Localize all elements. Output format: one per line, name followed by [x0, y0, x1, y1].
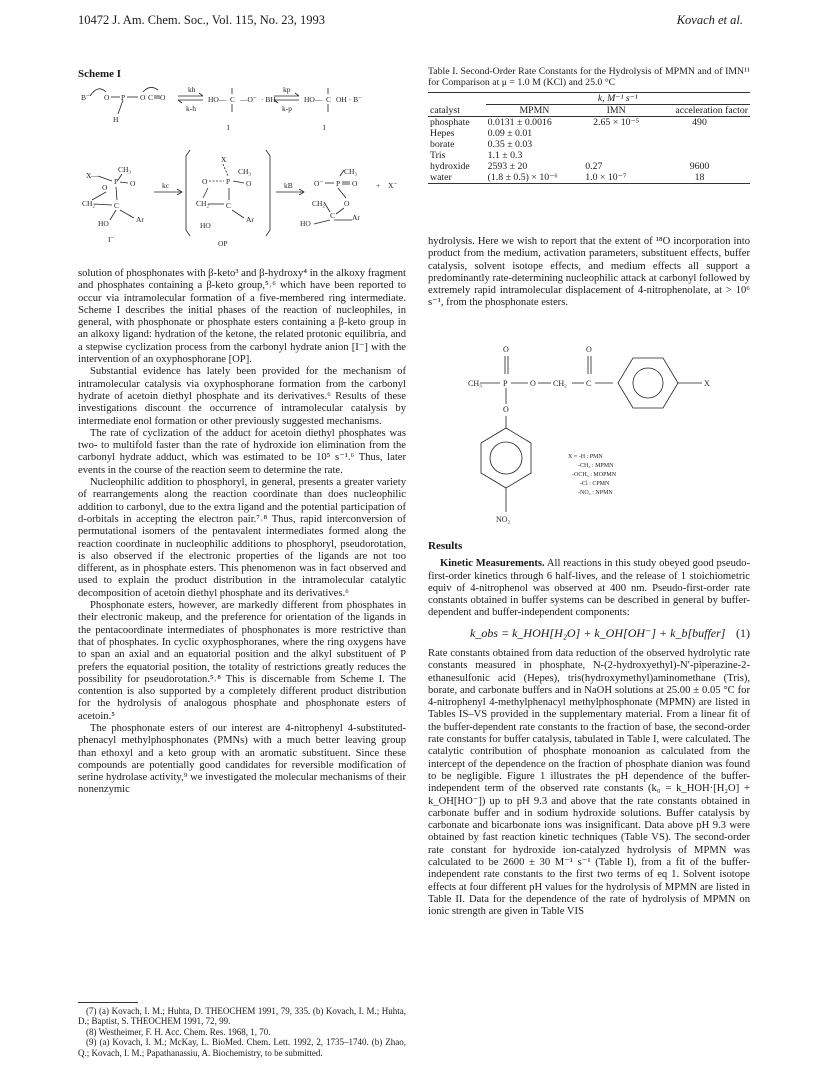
svg-text:C: C [586, 379, 592, 388]
cell: 0.27 [585, 161, 603, 172]
svg-text:CH₃: CH₃ [238, 167, 252, 176]
table-row [428, 117, 750, 129]
svg-text:X: X [221, 155, 227, 164]
svg-text:O: O [352, 179, 358, 188]
paragraph: solution of phosphonates with β-keto³ and β-hydroxy⁴ in the alkoxy fragment and phosphates containing a β-keto group,⁵˒⁶ which have been reported to occur via intramolecular formation of a five-membered ring intermediate. Scheme I describes the initial phases of the reaction of nucleophiles, in general, with phosphonate or phosphate esters containing a β-keto group in an alkoxy ligand: hydration of the ketone, the related protonic equilibria, and a stepwise cyclization process from the carbonyl hydrate anion [I⁻] with the intervention of an oxyphosphorane [OP]. [78, 268, 406, 366]
table-row [428, 139, 750, 150]
cell: 490 [692, 117, 707, 128]
cell: Hepes [430, 128, 455, 139]
cell: 1.1 ± 0.3 [487, 150, 523, 161]
k-minus-h-label: k-h [186, 104, 196, 113]
results-section [428, 540, 750, 620]
svg-text:X: X [704, 379, 710, 388]
scheme-diagram [78, 80, 408, 260]
equation-number: (1) [736, 626, 750, 640]
k-B-label: kB [284, 181, 293, 190]
label-I-2: I [323, 123, 326, 132]
svg-text:HO: HO [98, 219, 109, 228]
svg-text:CH₂: CH₂ [196, 199, 210, 208]
right-column-intro [428, 236, 750, 310]
svg-text:Ar: Ar [246, 215, 254, 224]
cell [649, 128, 750, 139]
svg-text:P: P [503, 379, 508, 388]
table-I [428, 66, 750, 184]
cell [583, 150, 649, 161]
results-heading: Results [428, 540, 463, 552]
paragraph: Phosphonate esters, however, are markedly different from phosphates in their electronic makeup, and the preference for orientation of the ligands in the pentacoordinate intermediates of phosphonates is more restrictive than that of phosphates. In cyclic oxyphosphoranes, where the ring oxygens have to span an axial and an equatorial position and the alkyl substituent of P prefers the equatorial position, the totality of restrictions greatly reduces the possibility for pseudorotation.⁵˒⁸ This is discernable from Scheme I. The contention is also supported by a completely different product distribution for the hydrolysis of analogous phosphate and phosphonate esters of acetoin.⁵ [78, 600, 406, 722]
svg-text:O: O [530, 379, 536, 388]
svg-text:CH₃: CH₃ [344, 167, 358, 176]
scheme-bminus: B⁻ [81, 93, 90, 102]
svg-text:· BH: · BH [261, 95, 276, 104]
cell: 2.65 × 10⁻⁵ [593, 117, 640, 128]
svg-text:HO: HO [200, 221, 211, 230]
cell: 18 [694, 172, 705, 183]
paragraph: The phosphonate esters of our interest are 4-nitrophenyl 4-substituted-phenacyl methylphosphonates (PMNs) with a much better leaving group than ethoxyl and a keto group with an aromatic substituent. Since these compounds are potentially good candidates for reversible modification of serine hydrolase activity,⁹ we investigated the molecular mechanisms of their nonenzymic [78, 722, 406, 796]
table-caption: Table I. Second-Order Rate Constants for the Hydrolysis of MPMN and of IMN¹¹ for Comparison at μ = 1.0 M (KCl) and 25.0 °C [428, 66, 750, 88]
paragraph: Nucleophilic addition to phosphoryl, in general, presents a greater variety of rearrangements along the reaction coordinate than does nucleophilic addition to carbonyl, due to the extra ligand and the potential participation of d-orbitals in accepting the electron pair.⁷˒⁸ Thus, rapid interconversion of permutational isomers of the pentavalent intermediates formed along the reaction coordinate in nucleophilic additions to phosphoryl, pseudorotation, is also observed if the electronic properties of the ligands are not too different, as in phosphate esters. This phenomenon was in fact observed and used to explain the product distribution in the intramolecular catalytic decomposition of acetoin diethyl phosphate and its derivatives.⁶ [78, 477, 406, 599]
kinetic-heading: Kinetic Measurements. [440, 558, 545, 570]
cell: borate [430, 139, 455, 150]
svg-text:H: H [113, 115, 119, 124]
footnote: (9) (a) Kovach, I. M.; McKay, L. BioMed. Chem. Lett. 1992, 2, 1735–1740. (b) Zhao, Q.; Kovach, I. M.; Papathanassiu, A. Biochemistry, to be submitted. [78, 1037, 406, 1058]
svg-text:C: C [148, 93, 154, 102]
table-row [428, 161, 750, 172]
svg-text:O: O [160, 93, 166, 102]
cell: Tris [430, 150, 446, 161]
scheme-title: Scheme I [78, 68, 122, 80]
right-column-body [428, 648, 750, 919]
svg-text:O: O [503, 405, 509, 414]
svg-text:+: + [376, 181, 381, 190]
svg-text:CH₂: CH₂ [82, 199, 96, 208]
svg-text:C: C [330, 211, 336, 220]
running-header [78, 13, 743, 29]
svg-text:O: O [202, 177, 208, 186]
svg-text:OH · B⁻: OH · B⁻ [336, 95, 363, 104]
svg-text:CH₃: CH₃ [118, 165, 132, 174]
col-header: acceleration factor [675, 105, 748, 116]
svg-text:C: C [226, 201, 232, 210]
svg-text:CH₃: CH₃ [468, 379, 482, 388]
equation-body: k_obs = k_HOH[H₂O] + k_OH[OH⁻] + k_b[buffer] [470, 626, 726, 640]
table-row [428, 150, 750, 161]
cell [583, 139, 649, 150]
cell: 1.0 × 10⁻⁷ [585, 172, 627, 183]
k-h-label: kh [188, 85, 196, 94]
svg-text:NO₂: NO₂ [496, 515, 511, 524]
svg-text:O: O [586, 345, 592, 354]
svg-text:C: C [326, 95, 332, 104]
pmn-structure [458, 340, 738, 540]
svg-text:CH₂: CH₂ [553, 379, 567, 388]
footnote: (7) (a) Kovach, I. M.; Huhta, D. THEOCHEM 1991, 79, 335. (b) Kovach, I. M.; Huhta, D.; Baptist, S. THEOCHEM 1991, 72, 99. [78, 1006, 406, 1027]
cell [649, 150, 750, 161]
paragraph: The rate of cyclization of the adduct for acetoin diethyl phosphates was two- to multifold faster than the rate of hydroxide ion elimination from the carbonyl hydrate adduct, which was estimated to be 10⁵ s⁻¹.⁶ Thus, later events in the course of the reaction seem to determine the rate. [78, 427, 406, 476]
svg-text:X—: X— [86, 171, 99, 180]
svg-text:O: O [140, 93, 146, 102]
svg-text:X = -H : PMN: X = -H : PMN [568, 454, 603, 460]
svg-text:-OCH₃ : MOPMN: -OCH₃ : MOPMN [572, 472, 617, 478]
paragraph: Substantial evidence has lately been provided for the mechanism of intramolecular catalysis via oxyphosphorane formation from the carbonyl hydrate of acetoin diethyl phosphate and its derivatives.⁶ Results of these investigations discount the occurrence of intramolecular catalysis by intermediate enol formation or other previously suggested mechanisms. [78, 366, 406, 427]
scheme-row-cyclization [82, 155, 397, 248]
cell: (1.8 ± 0.5) × 10⁻⁶ [487, 172, 558, 183]
svg-text:O: O [102, 183, 108, 192]
footnote-rule [78, 1002, 138, 1003]
svg-text:C: C [230, 95, 236, 104]
footnote: (8) Westheimer, F. H. Acc. Chem. Res. 1968, 1, 70. [86, 1026, 271, 1037]
cell: phosphate [430, 117, 470, 128]
svg-text:HO—: HO— [304, 95, 323, 104]
svg-text:O: O [246, 179, 252, 188]
svg-text:-Cl : CPMN: -Cl : CPMN [580, 481, 610, 487]
svg-text:—O⁻: —O⁻ [240, 95, 257, 104]
svg-text:-NO₂ : NPMN: -NO₂ : NPMN [578, 490, 613, 496]
svg-text:O: O [104, 93, 110, 102]
k-p-label: kp [283, 85, 291, 94]
col-header: IMN [606, 105, 626, 116]
svg-text:P: P [336, 179, 341, 188]
cell: 2593 ± 20 [487, 161, 528, 172]
scheme-row-hydration [81, 85, 362, 132]
paragraph: hydrolysis. Here we wish to report that the extent of ¹⁸O incorporation into product from the medium, activation parameters, substituent effects, buffer catalysis, solvent isotope effects, and medium effects all support a predominantly rate-determining nucleophilic attack at carbonyl followed by extremely rapid intramolecular displacement of 4-nitrophenolate, at > 10⁶ s⁻¹, from the phosphonate esters. [428, 236, 750, 309]
equation-1 [470, 626, 750, 641]
svg-text:Ar: Ar [136, 215, 144, 224]
footnotes [78, 1002, 406, 1058]
svg-text:O: O [503, 345, 509, 354]
paragraph: Rate constants obtained from data reduction of the observed hydrolytic rate constants measured in phosphate, N-(2-hydroxyethyl)-N′-piperazine-2-ethanesulfonic acid (Hepes), tris(hydroxymethyl)aminomethane (Tris), borate, and carbonate buffers and in NaOH solutions at 25.00 ± 0.05 °C for 4-nitrophenyl 4-methylphenacyl methylphosphonate (MPMN) are listed in Tables IS–VS provided in the supplementary material. From a linear fit of the buffer-dependent rate constants to the fraction of base, the second-order rate constants for buffer catalysis, tabulated in Table I, were calculated. The catalytic contribution of phosphate monoanion as calculated from the intercept of the dependence on the fraction of phosphate dianion was found to be negligible. Figure 1 illustrates the pH dependence of the buffer-independent term of the observed rate constants (k₀ = k_HOH·[H₂O] + k_OH[HO⁻]) up to pH 9.3 and above that the rate constants obtained in carbonate buffer and in sodium hydroxide solutions. Buffer catalysis by carbonate and bicarbonate ions was insignificant. Data above pH 9.3 were obtained by fast reaction kinetic techniques (Table VS). The second-order rate constant for hydroxide ion-catalyzed hydrolysis of MPMN was calculated to be 2600 ± 30 M⁻¹ s⁻¹ (Table I), from a fit of the buffer-independent rate constants to the first two terms of eq 1. Solvent isotope effects at four different pH values for the hydrolysis of MPMN are listed in Table II. Data for the dependence of the rate of hydrolysis of MPMN on ionic strength are given in Table VIS [428, 648, 750, 918]
k-units-header: k, M⁻¹ s⁻¹ [486, 93, 750, 105]
svg-text:-CH₃ : MPMN: -CH₃ : MPMN [578, 463, 614, 469]
svg-text:CH₂: CH₂ [312, 199, 326, 208]
svg-text:P: P [114, 177, 119, 186]
cell [649, 139, 750, 150]
svg-text:P: P [121, 93, 126, 102]
authors-header: Kovach et al. [676, 13, 743, 27]
journal-citation: 10472 J. Am. Chem. Soc., Vol. 115, No. 23, 1993 [78, 13, 326, 27]
table-row [428, 172, 750, 184]
label-OP: OP [218, 239, 228, 248]
svg-text:HO—: HO— [208, 95, 227, 104]
cell: 0.0131 ± 0.0016 [487, 117, 552, 128]
svg-text:Ar: Ar [352, 213, 360, 222]
svg-text:O: O [130, 179, 136, 188]
svg-text:C: C [114, 201, 120, 210]
col-header: catalyst [430, 104, 460, 116]
label-I-minus: I⁻ [108, 235, 115, 244]
svg-text:X⁻: X⁻ [388, 181, 398, 190]
cell: water [430, 172, 452, 183]
cell: 9600 [689, 161, 710, 172]
table-row [428, 128, 750, 139]
cell: hydroxide [430, 161, 470, 172]
cell: 0.35 ± 0.03 [487, 139, 533, 150]
svg-text:P: P [226, 177, 231, 186]
paragraph: All reactions in this study obeyed good pseudo-first-order kinetics through 6 half-lives, and the release of 1 stoichiometric equiv of 4-nitrophenol was observed at 400 nm. Pseudo-first-order rate constants obtained in buffer systems can be described in general by buffer-dependent and buffer-independent components: [428, 558, 750, 619]
cell [583, 128, 649, 139]
k-minus-p-label: k-p [282, 104, 292, 113]
cell: 0.09 ± 0.01 [487, 128, 533, 139]
col-header: MPMN [519, 105, 550, 116]
svg-text:HO: HO [300, 219, 311, 228]
svg-text:O⁻: O⁻ [314, 179, 324, 188]
left-column [78, 268, 406, 797]
svg-text:O: O [344, 199, 350, 208]
k-c-label: kc [162, 181, 170, 190]
label-I: I [227, 123, 230, 132]
